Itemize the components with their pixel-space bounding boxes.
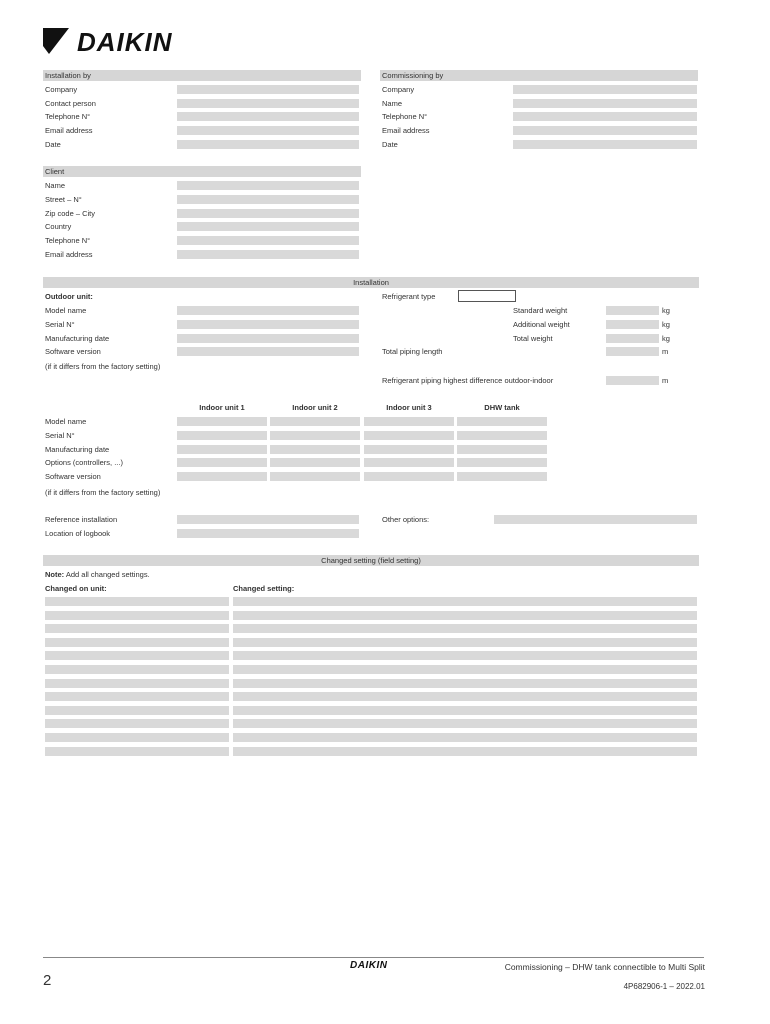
other-options-field[interactable] bbox=[494, 515, 697, 524]
client-field[interactable] bbox=[177, 236, 359, 245]
outdoor-unit-field[interactable] bbox=[177, 334, 359, 343]
commissioning-by-label: Telephone N° bbox=[382, 112, 428, 122]
height-diff-label: Refrigerant piping highest difference outdoor-indoor bbox=[382, 376, 554, 385]
reference-installation-label: Reference installation bbox=[45, 515, 118, 524]
indoor-field-cell[interactable] bbox=[177, 445, 267, 454]
outdoor-unit-label: Software version bbox=[45, 347, 101, 357]
indoor-field-cell[interactable] bbox=[364, 458, 454, 467]
installation-by-label: Date bbox=[45, 139, 61, 149]
client-field[interactable] bbox=[177, 195, 359, 204]
indoor-column-header: Indoor unit 1 bbox=[199, 403, 245, 412]
changed-note-label: Note: bbox=[45, 570, 65, 579]
changed-setting-cell[interactable] bbox=[233, 747, 697, 756]
client-label: Zip code – City bbox=[45, 208, 96, 218]
installation-by-field[interactable] bbox=[177, 85, 359, 94]
client-label: Country bbox=[45, 222, 72, 232]
changed-setting-header: Changed setting (field setting) bbox=[43, 555, 699, 566]
height-diff-field[interactable] bbox=[606, 376, 659, 385]
additional-weight-label: Additional weight bbox=[513, 320, 570, 329]
indoor-field-cell[interactable] bbox=[364, 431, 454, 440]
footer-doc-title: Commissioning – DHW tank connectible to Multi Split bbox=[504, 962, 705, 972]
footer-brand: DAIKIN bbox=[350, 960, 388, 971]
changed-on-unit-cell[interactable] bbox=[45, 651, 229, 660]
changed-setting-cell[interactable] bbox=[233, 624, 697, 633]
standard-weight-field[interactable] bbox=[606, 306, 659, 315]
changed-on-unit-cell[interactable] bbox=[45, 679, 229, 688]
outdoor-software-note: (if it differs from the factory setting) bbox=[45, 362, 161, 371]
changed-on-unit-cell[interactable] bbox=[45, 597, 229, 606]
outdoor-unit-field[interactable] bbox=[177, 320, 359, 329]
indoor-field-cell[interactable] bbox=[177, 458, 267, 467]
changed-on-unit-cell[interactable] bbox=[45, 638, 229, 647]
refrigerant-type-input[interactable] bbox=[458, 290, 516, 302]
page-number: 2 bbox=[43, 972, 52, 989]
indoor-field-cell[interactable] bbox=[177, 431, 267, 440]
changed-setting-cell[interactable] bbox=[233, 679, 697, 688]
installation-by-label: Company bbox=[45, 85, 78, 94]
client-field[interactable] bbox=[177, 181, 359, 190]
installation-header: Installation bbox=[43, 277, 699, 288]
changed-note-text: Add all changed settings. bbox=[65, 570, 150, 579]
outdoor-unit-label: Model name bbox=[45, 306, 87, 315]
changed-on-unit-header: Changed on unit: bbox=[45, 584, 107, 593]
indoor-field-cell[interactable] bbox=[177, 472, 267, 481]
outdoor-unit-label: Outdoor unit: bbox=[45, 292, 93, 301]
reference-installation-field[interactable] bbox=[177, 515, 359, 524]
indoor-field-cell[interactable] bbox=[270, 445, 360, 454]
installation-by-field[interactable] bbox=[177, 112, 359, 121]
commissioning-by-label: Name bbox=[382, 98, 403, 108]
total-weight-unit: kg bbox=[662, 334, 670, 343]
changed-note bbox=[45, 570, 150, 580]
indoor-field-cell[interactable] bbox=[270, 458, 360, 467]
installation-by-header: Installation by bbox=[43, 70, 361, 81]
client-field[interactable] bbox=[177, 209, 359, 218]
indoor-field-cell[interactable] bbox=[457, 445, 547, 454]
commissioning-by-label: Email address bbox=[382, 126, 430, 136]
refrigerant-type-label: Refrigerant type bbox=[382, 292, 436, 301]
indoor-field-cell[interactable] bbox=[270, 417, 360, 426]
indoor-field-cell[interactable] bbox=[177, 417, 267, 426]
total-piping-field[interactable] bbox=[606, 347, 659, 356]
indoor-field-label: Model name bbox=[45, 417, 87, 426]
indoor-field-cell[interactable] bbox=[364, 445, 454, 454]
daikin-logo bbox=[43, 26, 218, 56]
indoor-column-header: Indoor unit 2 bbox=[292, 403, 338, 412]
daikin-logo-mark-icon bbox=[43, 28, 69, 54]
client-label: Street – N° bbox=[45, 194, 82, 204]
indoor-column-header: Indoor unit 3 bbox=[386, 403, 432, 412]
commissioning-by-header: Commissioning by bbox=[380, 70, 698, 81]
indoor-field-cell[interactable] bbox=[364, 417, 454, 426]
commissioning-by-field[interactable] bbox=[513, 112, 697, 121]
outdoor-unit-field[interactable] bbox=[177, 306, 359, 315]
indoor-field-cell[interactable] bbox=[457, 431, 547, 440]
total-piping-unit: m bbox=[662, 347, 669, 356]
standard-weight-unit: kg bbox=[662, 306, 670, 315]
changed-setting-cell[interactable] bbox=[233, 597, 697, 606]
commissioning-by-label: Date bbox=[382, 139, 398, 149]
additional-weight-unit: kg bbox=[662, 320, 670, 329]
indoor-field-cell[interactable] bbox=[457, 472, 547, 481]
installation-by-field[interactable] bbox=[177, 140, 359, 149]
changed-on-unit-cell[interactable] bbox=[45, 665, 229, 674]
height-diff-unit: m bbox=[662, 376, 669, 385]
changed-on-unit-cell[interactable] bbox=[45, 733, 229, 742]
total-weight-label: Total weight bbox=[513, 334, 553, 343]
indoor-field-cell[interactable] bbox=[457, 417, 547, 426]
commissioning-by-field[interactable] bbox=[513, 85, 697, 94]
indoor-field-cell[interactable] bbox=[270, 472, 360, 481]
client-field[interactable] bbox=[177, 222, 359, 231]
outdoor-unit-field[interactable] bbox=[177, 347, 359, 356]
outdoor-unit-label: Serial N° bbox=[45, 319, 75, 329]
svg-text:DAIKIN: DAIKIN bbox=[77, 27, 173, 56]
logbook-field[interactable] bbox=[177, 529, 359, 538]
indoor-software-note: (if it differs from the factory setting) bbox=[45, 488, 161, 497]
installation-by-label: Email address bbox=[45, 126, 93, 136]
changed-setting-cell[interactable] bbox=[233, 692, 697, 701]
outdoor-unit-label: Manufacturing date bbox=[45, 333, 110, 343]
indoor-field-label: Software version bbox=[45, 472, 101, 482]
indoor-field-label: Serial N° bbox=[45, 430, 75, 440]
client-label: Email address bbox=[45, 250, 93, 259]
changed-on-unit-cell[interactable] bbox=[45, 611, 229, 620]
changed-setting-cell[interactable] bbox=[233, 733, 697, 742]
installation-by-label: Contact person bbox=[45, 98, 96, 108]
changed-setting-cell[interactable] bbox=[233, 719, 697, 728]
changed-setting-cell[interactable] bbox=[233, 706, 697, 715]
indoor-field-label: Options (controllers, ...) bbox=[45, 458, 123, 468]
total-piping-label: Total piping length bbox=[382, 347, 443, 356]
commissioning-by-label: Company bbox=[382, 85, 415, 94]
changed-on-unit-cell[interactable] bbox=[45, 706, 229, 715]
installation-by-label: Telephone N° bbox=[45, 112, 91, 122]
changed-setting-cell[interactable] bbox=[233, 611, 697, 620]
additional-weight-field[interactable] bbox=[606, 320, 659, 329]
changed-setting-column-header: Changed setting: bbox=[233, 584, 295, 593]
client-header: Client bbox=[43, 166, 361, 177]
changed-on-unit-cell[interactable] bbox=[45, 692, 229, 701]
installation-by-field[interactable] bbox=[177, 99, 359, 108]
footer-rule bbox=[43, 957, 704, 958]
commissioning-by-field[interactable] bbox=[513, 126, 697, 135]
changed-on-unit-cell[interactable] bbox=[45, 747, 229, 756]
changed-setting-cell[interactable] bbox=[233, 651, 697, 660]
client-label: Telephone N° bbox=[45, 236, 91, 246]
total-weight-field[interactable] bbox=[606, 334, 659, 343]
footer-doc-code: 4P682906-1 – 2022.01 bbox=[623, 982, 705, 991]
installation-by-field[interactable] bbox=[177, 126, 359, 135]
commissioning-by-field[interactable] bbox=[513, 99, 697, 108]
commissioning-by-field[interactable] bbox=[513, 140, 697, 149]
indoor-field-cell[interactable] bbox=[457, 458, 547, 467]
other-options-label: Other options: bbox=[382, 515, 430, 524]
changed-on-unit-cell[interactable] bbox=[45, 624, 229, 633]
indoor-column-header: DHW tank bbox=[484, 403, 520, 412]
changed-setting-cell[interactable] bbox=[233, 638, 697, 647]
changed-setting-cell[interactable] bbox=[233, 665, 697, 674]
indoor-field-label: Manufacturing date bbox=[45, 444, 110, 454]
indoor-field-cell[interactable] bbox=[364, 472, 454, 481]
logbook-label: Location of logbook bbox=[45, 529, 111, 538]
indoor-field-cell[interactable] bbox=[270, 431, 360, 440]
client-field[interactable] bbox=[177, 250, 359, 259]
client-label: Name bbox=[45, 181, 66, 190]
standard-weight-label: Standard weight bbox=[513, 306, 568, 315]
changed-on-unit-cell[interactable] bbox=[45, 719, 229, 728]
